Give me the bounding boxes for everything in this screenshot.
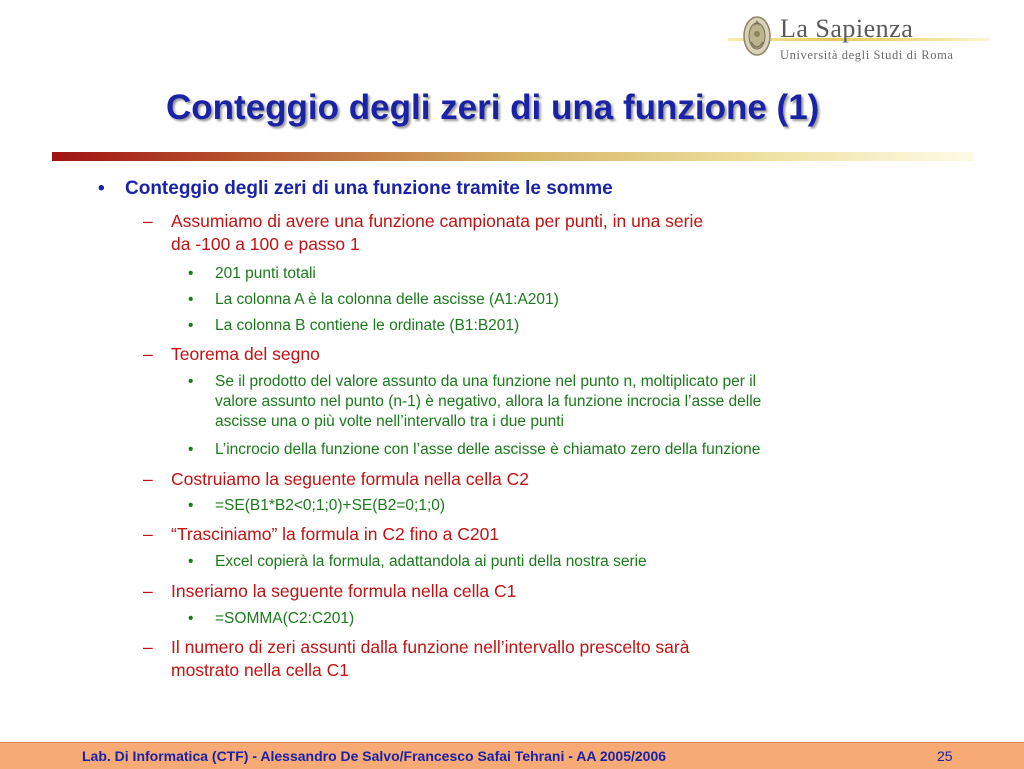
bullet-level1 — [98, 178, 613, 200]
slide-footer — [0, 742, 1024, 769]
dash-mark: – — [143, 637, 153, 657]
bullet-mark: • — [188, 497, 194, 514]
sub-item — [188, 316, 519, 336]
sub-item — [188, 609, 354, 629]
sub-item-text: =SOMMA(C2:C201) — [215, 610, 355, 627]
list-item — [143, 636, 689, 682]
sub-item — [188, 440, 760, 460]
list-item — [143, 210, 703, 256]
footer-credits: Lab. Di Informatica (CTF) - Alessandro De Salvo/Francesco Safai Tehrani - AA 2005/2006 — [82, 748, 667, 764]
dash-mark: – — [143, 211, 153, 231]
title-divider — [52, 152, 974, 161]
list-item — [143, 580, 516, 603]
university-logo — [728, 10, 990, 66]
sub-item-text: L’incrocio della funzione con l’asse delle ascisse è chiamato zero della funzione — [215, 441, 761, 458]
sub-item-text: La colonna A è la colonna delle ascisse (A1:A201) — [215, 291, 559, 308]
sub-item — [188, 496, 445, 516]
list-item — [143, 343, 320, 366]
sub-item-text: =SE(B1*B2<0;1;0)+SE(B2=0;1;0) — [215, 497, 446, 514]
page-number: 25 — [937, 748, 953, 764]
bullet-mark: • — [188, 441, 194, 458]
bullet-mark: • — [188, 373, 194, 390]
logo-name: La Sapienza — [780, 14, 914, 43]
logo-subtitle: Università degli Studi di Roma — [780, 48, 954, 62]
sub-item — [188, 290, 559, 310]
list-item-text: Inseriamo la seguente formula nella cella C1 — [171, 581, 517, 601]
slide-title: Conteggio degli zeri di una funzione (1) — [166, 88, 820, 127]
sapienza-crest-icon — [740, 12, 774, 62]
list-item-text: Assumiamo di avere una funzione campionata per punti, in una serie da -100 a 100 e passo 1 — [171, 211, 704, 254]
sub-item — [188, 264, 316, 284]
bullet-mark: • — [188, 610, 194, 627]
sub-item-text: 201 punti totali — [215, 265, 316, 282]
dash-mark: – — [143, 344, 153, 364]
sub-item — [188, 372, 761, 432]
list-item-text: Costruiamo la seguente formula nella cella C2 — [171, 469, 529, 489]
list-item — [143, 523, 499, 546]
dash-mark: – — [143, 581, 153, 601]
sub-item-text: Excel copierà la formula, adattandola ai punti della nostra serie — [215, 553, 647, 570]
bullet-mark: • — [98, 178, 105, 199]
dash-mark: – — [143, 524, 153, 544]
list-item-text: Il numero di zeri assunti dalla funzione nell’intervallo prescelto sarà mostrato nella cella C1 — [171, 637, 690, 680]
bullet-mark: • — [188, 291, 194, 308]
list-item-text: “Trasciniamo” la formula in C2 fino a C201 — [171, 524, 500, 544]
dash-mark: – — [143, 469, 153, 489]
list-item-text: Teorema del segno — [171, 344, 320, 364]
sub-item-text: Se il prodotto del valore assunto da una funzione nel punto n, moltiplicato per il valore assunto nel punto (n-1) è negativo, allora la funzione incrocia l’asse delle ascisse una o più volte nell’intervallo tra i due punti — [215, 373, 762, 430]
sub-item-text: La colonna B contiene le ordinate (B1:B201) — [215, 317, 520, 334]
bullet-mark: • — [188, 553, 194, 570]
bullet-mark: • — [188, 265, 194, 282]
sub-item — [188, 552, 647, 572]
bullet-mark: • — [188, 317, 194, 334]
bullet-text: Conteggio degli zeri di una funzione tramite le somme — [125, 178, 613, 199]
list-item — [143, 468, 529, 491]
